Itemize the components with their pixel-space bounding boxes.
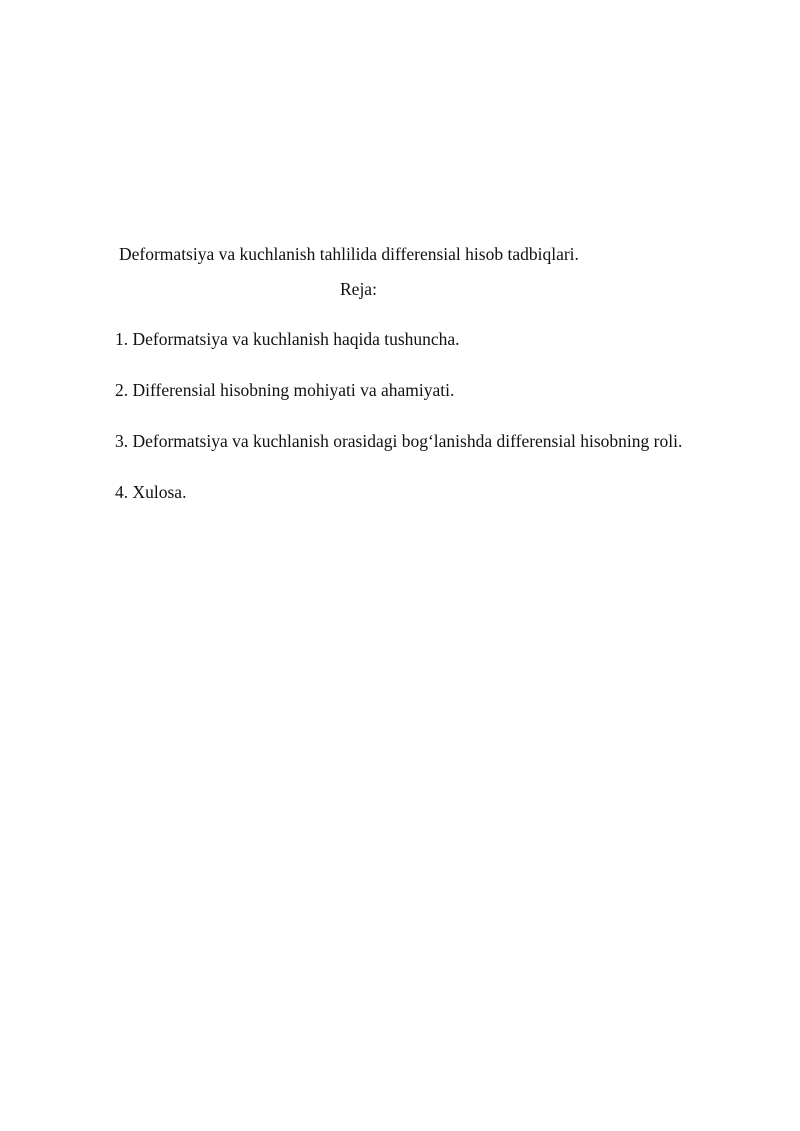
plan-item: 1. Deformatsiya va kuchlanish haqida tushuncha. (115, 329, 460, 349)
plan-heading: Reja: (340, 279, 377, 299)
plan-item: 3. Deformatsiya va kuchlanish orasidagi bog‘lanishda differensial hisobning roli. (115, 431, 683, 451)
plan-item: 4. Xulosa. (115, 482, 187, 502)
plan-item: 2. Differensial hisobning mohiyati va ahamiyati. (115, 380, 455, 400)
document-title: Deformatsiya va kuchlanish tahlilida differensial hisob tadbiqlari. (119, 244, 579, 264)
